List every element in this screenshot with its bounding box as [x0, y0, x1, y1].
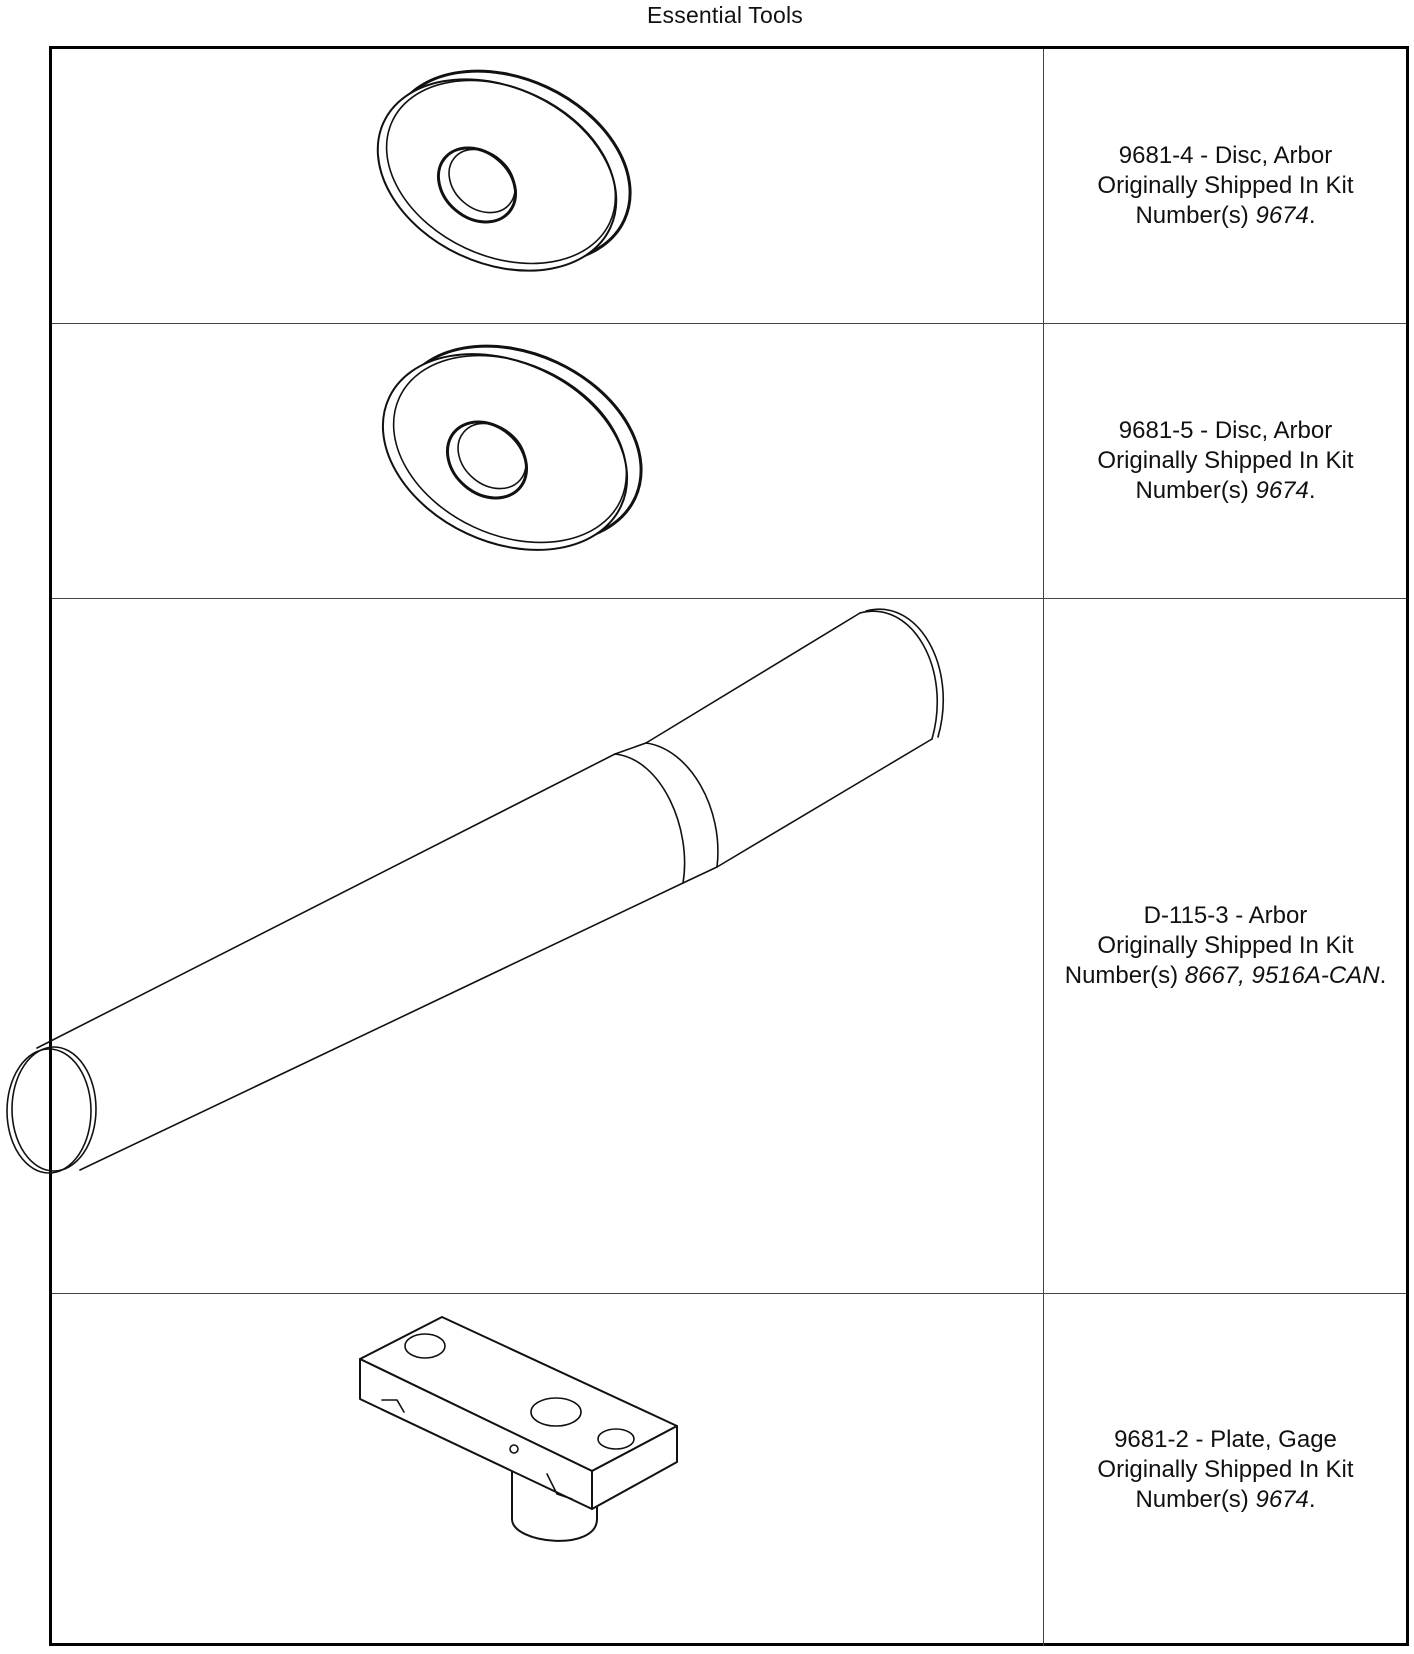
tool-kit-numbers: 8667, 9516A-CAN	[1184, 962, 1380, 989]
tool-number-prefix: Number(s)	[1135, 1486, 1249, 1513]
tool-description: 9681-4 - Disc, Arbor Originally Shipped In Kit Number(s) 9674.	[1097, 142, 1354, 229]
tool-name: 9681-4 - Disc, Arbor	[1118, 142, 1333, 169]
tool-kit-numbers: 9674	[1255, 202, 1309, 229]
tool-row	[52, 599, 1406, 1294]
page-title: Essential Tools	[647, 2, 803, 28]
arbor-shaft-drawing	[52, 599, 1043, 1293]
column-divider	[1043, 324, 1044, 598]
tool-name: 9681-5 - Disc, Arbor	[1118, 417, 1333, 444]
column-divider	[1043, 1294, 1044, 1646]
tool-shipped-label: Originally Shipped In Kit	[1097, 447, 1354, 474]
arbor-disc-drawing	[52, 49, 1043, 323]
tool-name: 9681-2 - Plate, Gage	[1114, 1426, 1337, 1453]
gage-plate-drawing	[52, 1294, 1043, 1646]
tool-description: D-115-3 - Arbor Originally Shipped In Kit Number(s) 8667, 9516A-CAN.	[1064, 902, 1387, 989]
tool-row	[52, 49, 1406, 324]
tool-description: 9681-2 - Plate, Gage Originally Shipped In Kit Number(s) 9674.	[1097, 1426, 1354, 1513]
tool-shipped-label: Originally Shipped In Kit	[1097, 172, 1354, 199]
tools-table	[49, 46, 1409, 1646]
tool-name: D-115-3 - Arbor	[1143, 902, 1308, 929]
tool-description: 9681-5 - Disc, Arbor Originally Shipped In Kit Number(s) 9674.	[1097, 417, 1354, 504]
tool-shipped-label: Originally Shipped In Kit	[1097, 932, 1354, 959]
tool-kit-numbers: 9674	[1255, 477, 1309, 504]
tool-row	[52, 324, 1406, 599]
tool-number-prefix: Number(s)	[1135, 477, 1249, 504]
column-divider	[1043, 49, 1044, 323]
tool-row	[52, 1294, 1406, 1646]
tool-number-prefix: Number(s)	[1064, 962, 1179, 989]
arbor-disc-drawing	[52, 324, 1043, 598]
column-divider	[1043, 599, 1044, 1293]
tool-shipped-label: Originally Shipped In Kit	[1097, 1456, 1354, 1483]
tool-number-prefix: Number(s)	[1135, 202, 1249, 229]
tool-kit-numbers: 9674	[1255, 1486, 1309, 1513]
